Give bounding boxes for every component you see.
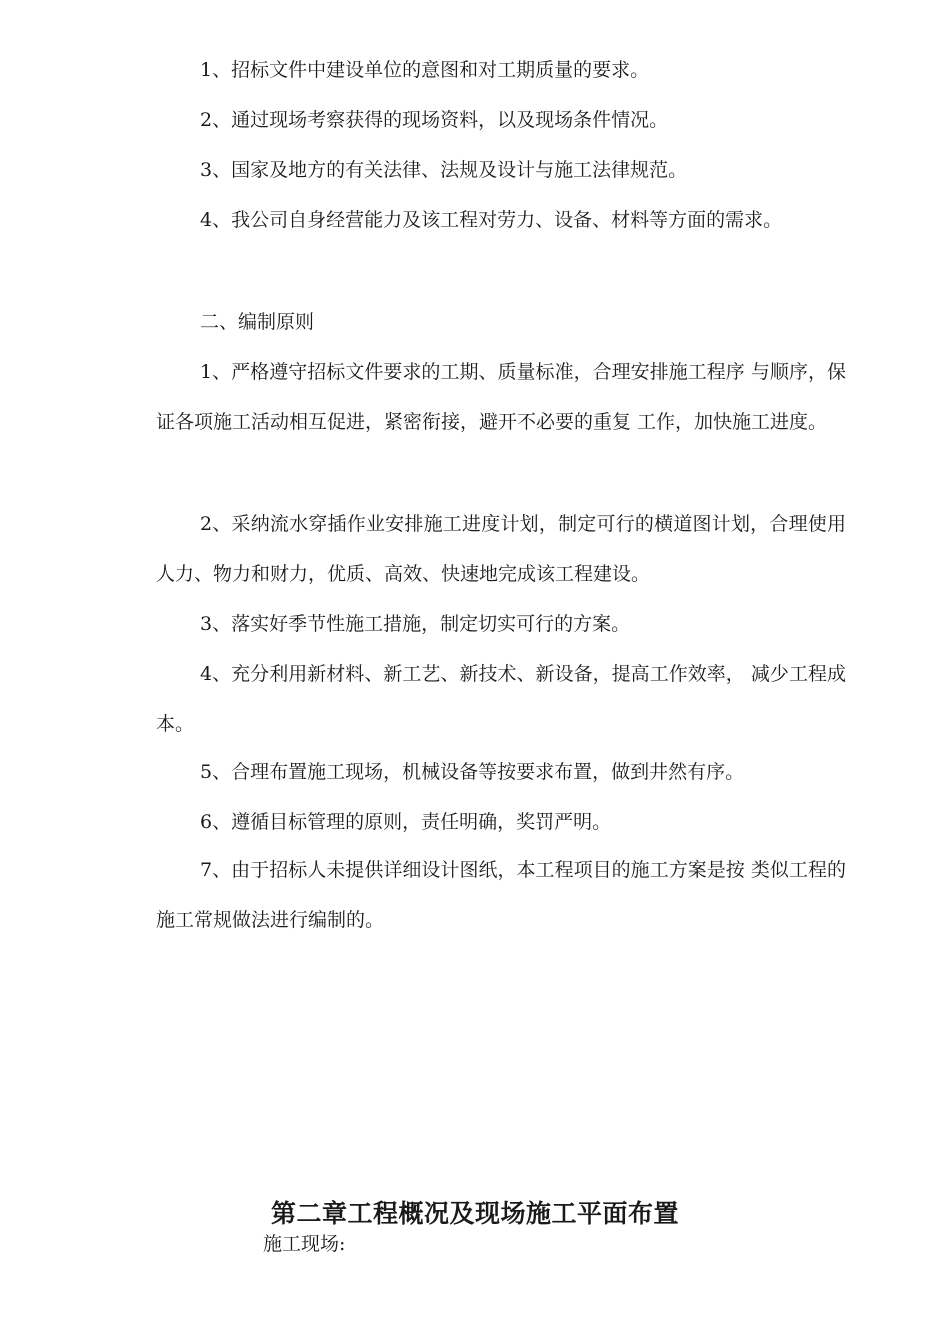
paragraph-basis-1: 1、招标文件中建设单位的意图和对工期质量的要求。 [200, 59, 650, 81]
paragraph-principle-1: 1、严格遵守招标文件要求的工期、质量标准，合理安排施工程序 与顺序，保证各项施工活动相互促进，紧密衔接，避开不必要的重复 工作，加快施工进度。 [156, 361, 846, 433]
paragraph-principle-3: 3、落实好季节性施工措施，制定切实可行的方案。 [200, 613, 631, 635]
paragraph-basis-3: 3、国家及地方的有关法律、法规及设计与施工法律规范。 [200, 159, 688, 181]
site-subheading: 施工现场: [263, 1233, 346, 1255]
paragraph-principle-5: 5、合理布置施工现场，机械设备等按要求布置，做到井然有序。 [200, 761, 745, 783]
paragraph-principle-6: 6、遵循目标管理的原则，责任明确，奖罚严明。 [200, 811, 612, 833]
paragraph-principle-4: 4、充分利用新材料、新工艺、新技术、新设备，提高工作效率， 减少工程成本。 [156, 663, 846, 735]
section-heading-principles: 二、编制原则 [200, 311, 315, 333]
paragraph-principle-7: 7、由于招标人未提供详细设计图纸，本工程项目的施工方案是按 类似工程的施工常规做法进行编制的。 [156, 859, 846, 931]
chapter-title: 第二章工程概况及现场施工平面布置 [270, 1199, 679, 1228]
paragraph-basis-4: 4、我公司自身经营能力及该工程对劳力、设备、材料等方面的需求。 [200, 209, 783, 231]
paragraph-basis-2: 2、通过现场考察获得的现场资料，以及现场条件情况。 [200, 109, 669, 131]
paragraph-principle-2: 2、采纳流水穿插作业安排施工进度计划，制定可行的横道图计划，合理使用人力、物力和财力，优质、高效、快速地完成该工程建设。 [156, 513, 846, 585]
